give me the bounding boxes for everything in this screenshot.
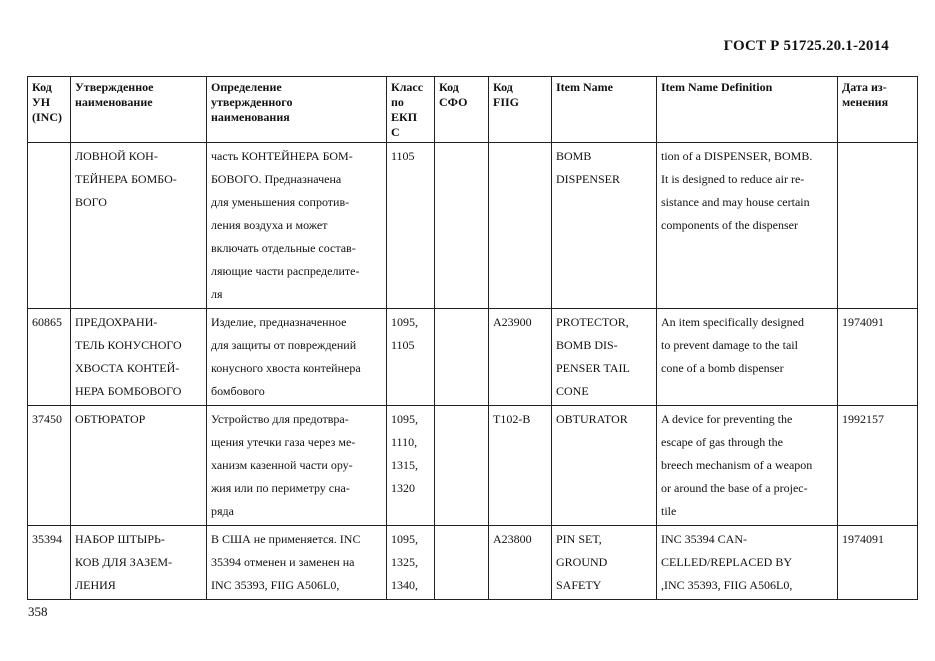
item-name-cell [552,143,657,309]
cell-line: ТЕЛЬ КОНУСНОГО [75,338,182,352]
date-cell: 1992157 [838,406,918,526]
cell-line: breech mechanism of a weapon [661,458,813,472]
cell-line: НЕРА БОМБОВОГО [75,384,182,398]
header-line: УН [32,95,51,109]
cell-line: ТЕЙНЕРА БОМБО- [75,172,177,186]
cell-line: escape of gas through the [661,435,783,449]
cell-line: включать отдельные состав- [211,241,356,255]
cell-line: tion of a DISPENSER, BOMB. [661,149,813,163]
header-item-def [657,77,838,143]
item-name-cell [552,309,657,406]
item-name-cell [552,526,657,600]
definition-cell [207,526,387,600]
cell-line: ля [211,287,223,301]
header-item-name [552,77,657,143]
cell-line: SAFETY [556,578,602,592]
cell-line: A device for preventing the [661,412,793,426]
header-line: Код [439,80,459,94]
definition-cell [207,143,387,309]
cell-line: ОБТЮРАТОР [75,412,146,426]
cell-line: ,INC 35393, FIIG A506L0, [661,578,793,592]
sfo-cell [435,309,489,406]
approved-name-cell [71,143,207,309]
cell-line: DISPENSER [556,172,621,186]
sfo-cell [435,406,489,526]
cell-line: 1105 [391,149,415,163]
cell-line: бомбового [211,384,265,398]
header-line: менения [842,95,889,109]
fiig-cell: T102-B [489,406,552,526]
cell-line: PIN SET, [556,532,602,546]
fiig-cell: A23800 [489,526,552,600]
table-row [28,143,918,309]
fiig-cell [489,143,552,309]
cell-line: GROUND [556,555,608,569]
cell-line: components of the dispenser [661,218,798,232]
header-line: Класс [391,80,424,94]
approved-name-cell [71,309,207,406]
cell-line: to prevent damage to the tail [661,338,798,352]
cell-line: 1095, [391,532,418,546]
cell-line: 35394 отменен и заменен на [211,555,355,569]
date-cell: 1974091 [838,526,918,600]
header-class [387,77,435,143]
cell-line: ления воздуха и может [211,218,328,232]
header-line: FIIG [493,95,520,109]
header-line: Код [493,80,513,94]
approved-name-cell [71,526,207,600]
cell-line: щения утечки газа через ме- [211,435,356,449]
cell-line: PROTECTOR, [556,315,629,329]
header-line: Код [32,80,52,94]
table-header-row [28,77,918,143]
header-definition [207,77,387,143]
item-def-cell [657,143,838,309]
cell-line: sistance and may house certain [661,195,810,209]
cell-line: Изделие, предназначенное [211,315,347,329]
item-def-cell [657,526,838,600]
inc-cell: 35394 [28,526,71,600]
cell-line: ханизм казенной части ору- [211,458,353,472]
cell-line: or around the base of a projec- [661,481,808,495]
cell-line: ПРЕДОХРАНИ- [75,315,158,329]
cell-line: 1320 [391,481,415,495]
approved-name-cell [71,406,207,526]
header-line: СФО [439,95,468,109]
cell-line: ВОГО [75,195,107,209]
item-name-cell [552,406,657,526]
cell-line: ЛЕНИЯ [75,578,116,592]
fiig-cell: A23900 [489,309,552,406]
cell-line: 1095, [391,315,418,329]
cell-line: cone of a bomb dispenser [661,361,784,375]
cell-line: 1340, [391,578,418,592]
cell-line: PENSER TAIL [556,361,630,375]
header-line: ЕКП [391,110,418,124]
header-line: (INC) [32,110,62,124]
cell-line: Устройство для предотвра- [211,412,349,426]
table-row [28,526,918,600]
cell-line: ХВОСТА КОНТЕЙ- [75,361,180,375]
header-line: Дата из- [842,80,887,94]
cell-line: tile [661,504,677,518]
cell-line: для защиты от повреждений [211,338,357,352]
header-line: наименования [211,110,290,124]
header-line: Определение [211,80,282,94]
header-line: Item Name [556,80,613,94]
table-body [28,143,918,600]
cell-line: An item specifically designed [661,315,804,329]
definition-cell [207,406,387,526]
cell-line: CONE [556,384,589,398]
cell-line: ряда [211,504,234,518]
cell-line: CELLED/REPLACED BY [661,555,792,569]
cell-line: It is designed to reduce air re- [661,172,805,186]
cell-line: 1095, [391,412,418,426]
sfo-cell [435,526,489,600]
sfo-cell [435,143,489,309]
table-row [28,309,918,406]
cell-line: ляющие части распределите- [211,264,360,278]
cell-line: INC 35394 CAN- [661,532,747,546]
class-cell [387,526,435,600]
document-code: ГОСТ Р 51725.20.1-2014 [723,38,889,54]
cell-line: OBTURATOR [556,412,628,426]
cell-line: BOMB DIS- [556,338,618,352]
header-inc [28,77,71,143]
header-sfo [435,77,489,143]
cell-line: 1105 [391,338,415,352]
cell-line: ЛОВНОЙ КОН- [75,149,158,163]
cell-line: для уменьшения сопротив- [211,195,350,209]
item-def-cell [657,309,838,406]
cell-line: БОВОГО. Предназначена [211,172,342,186]
definition-cell [207,309,387,406]
cell-line: конусного хвоста контейнера [211,361,361,375]
header-line: С [391,125,400,139]
inc-cell [28,143,71,309]
header-approved-name [71,77,207,143]
cell-line: НАБОР ШТЫРЬ- [75,532,165,546]
class-cell [387,309,435,406]
date-cell: 1974091 [838,309,918,406]
header-line: Item Name Definition [661,80,773,94]
cell-line: 1110, [391,435,418,449]
class-cell [387,143,435,309]
table-row [28,406,918,526]
inc-cell: 37450 [28,406,71,526]
cell-line: В США не применяется. INC [211,532,361,546]
date-cell [838,143,918,309]
header-line: по [391,95,404,109]
class-cell [387,406,435,526]
header-date [838,77,918,143]
cell-line: 1315, [391,458,418,472]
inc-cell: 60865 [28,309,71,406]
catalog-table [27,76,918,600]
cell-line: 1325, [391,555,418,569]
header-line: утвержденного [211,95,293,109]
header-fiig [489,77,552,143]
header-line: Утвержденное [75,80,154,94]
cell-line: BOMB [556,149,592,163]
cell-line: КОВ ДЛЯ ЗАЗЕМ- [75,555,173,569]
cell-line: жия или по периметру сна- [211,481,350,495]
page-number: 358 [28,604,48,619]
item-def-cell [657,406,838,526]
cell-line: часть КОНТЕЙНЕРА БОМ- [211,149,353,163]
cell-line: INC 35393, FIIG A506L0, [211,578,340,592]
header-line: наименование [75,95,153,109]
